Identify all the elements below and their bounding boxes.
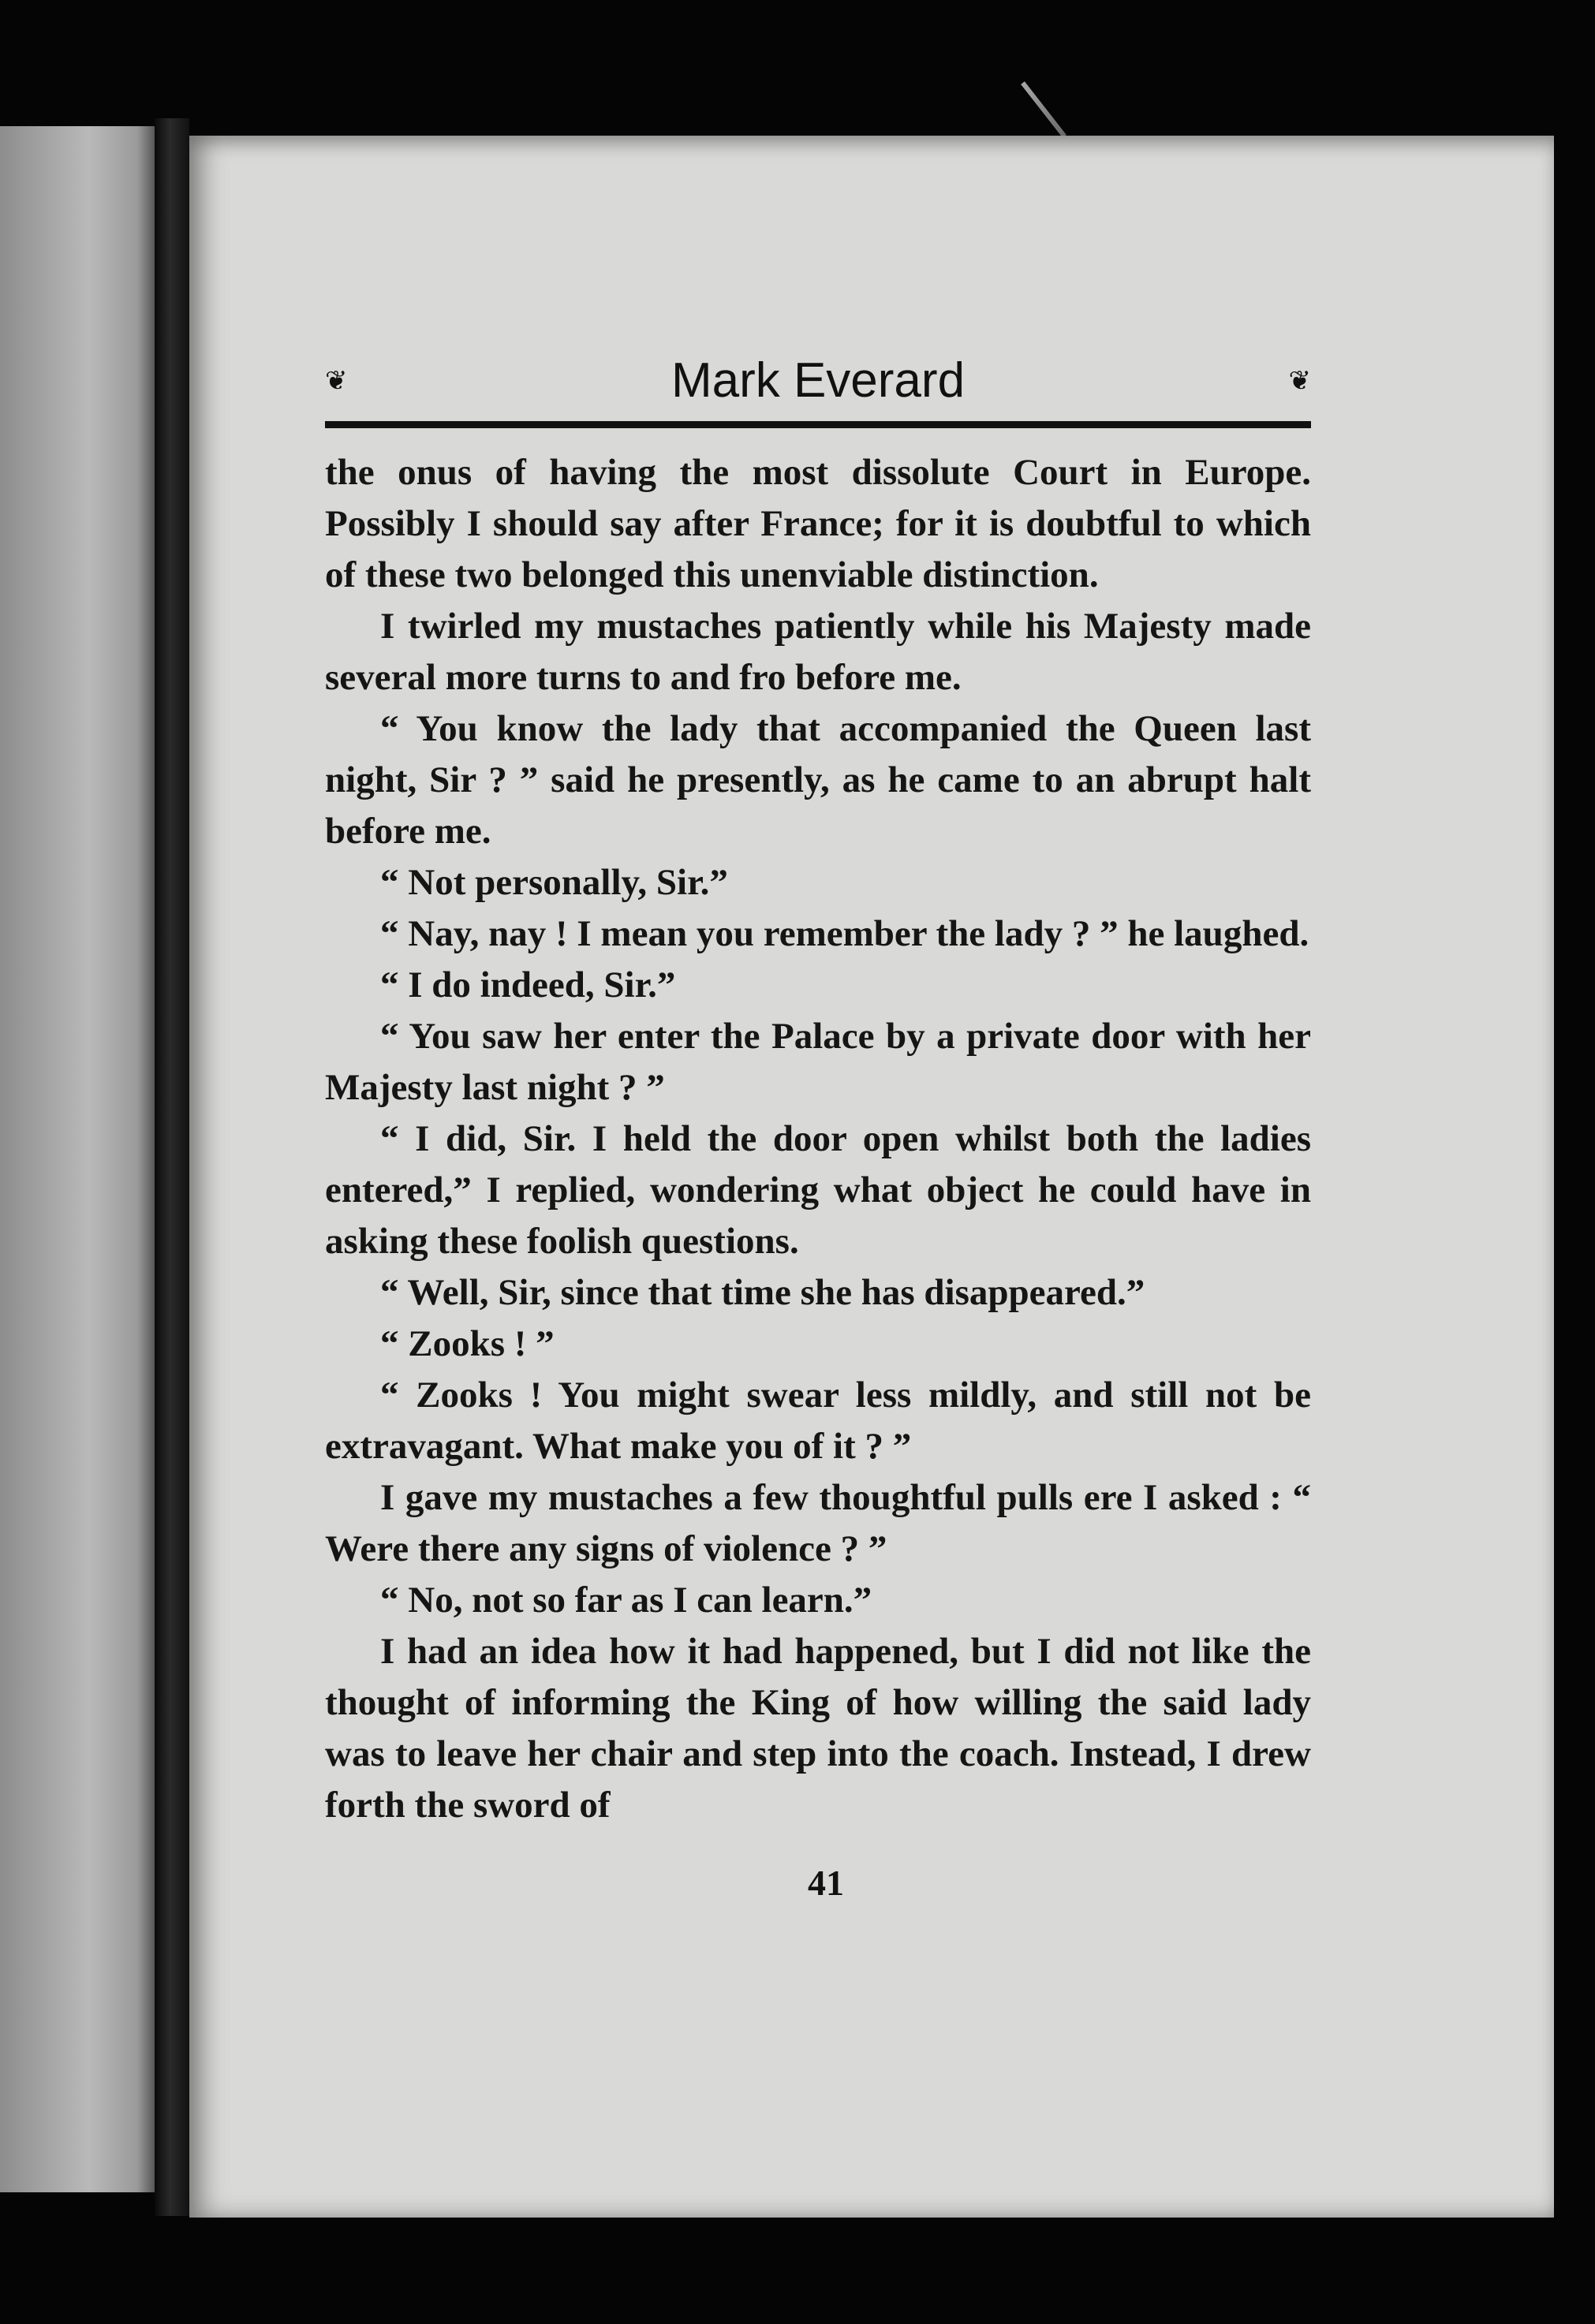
body-text [325, 447, 1311, 1831]
book-page [189, 136, 1554, 2218]
paragraph: “ I do indeed, Sir.” [380, 964, 676, 1005]
paragraph: “ You know the lady that accompanied the Queen last night, Sir ? ” said he presently, as he came to an abrupt halt before me. [325, 708, 1311, 852]
running-head [325, 347, 1311, 415]
page-content [325, 347, 1311, 1905]
paragraph: “ Zooks ! You might swear less mildly, and still not be extravagant. What make you of it ? ” [325, 1375, 1311, 1467]
facing-page-edge [0, 126, 162, 2192]
paragraph: “ I did, Sir. I held the door open whilst both the ladies entered,” I replied, wondering what object he could have in asking these foolish questions. [325, 1118, 1311, 1262]
paragraph: “ Well, Sir, since that time she has disappeared.” [380, 1272, 1145, 1313]
scan-debris [1021, 81, 1066, 137]
page-number [325, 1861, 1311, 1905]
paragraph: I had an idea how it had happened, but I did not like the thought of informing the King of how willing the said lady was to leave her chair and step into the coach. Instead, I drew forth the sword of [325, 1631, 1311, 1826]
running-head-title: Mark Everard [670, 353, 966, 408]
book-gutter [155, 118, 189, 2216]
header-rule [325, 421, 1311, 428]
paragraph: “ You saw her enter the Palace by a private door with her Majesty last night ? ” [325, 1016, 1311, 1108]
paragraph: “ No, not so far as I can learn.” [380, 1580, 872, 1621]
paragraph: “ Nay, nay ! I mean you remember the lady ? ” he laughed. [380, 913, 1309, 954]
leaf-ornament-icon: ❦ [1288, 366, 1311, 396]
paragraph: I gave my mustaches a few thoughtful pulls ere I asked : “ Were there any signs of violence ? ” [325, 1477, 1311, 1569]
paragraph: I twirled my mustaches patiently while his Majesty made several more turns to and fro before me. [325, 606, 1311, 698]
leaf-ornament-icon: ❦ [325, 366, 348, 396]
page-number-text: 41 [808, 1863, 844, 1903]
paragraph: “ Not personally, Sir.” [380, 862, 728, 903]
paragraph: the onus of having the most dissolute Court in Europe. Possibly I should say after France; for it is doubtful to which of these two belonged this unenviable distinction. [325, 452, 1311, 595]
paragraph: “ Zooks ! ” [380, 1323, 555, 1364]
